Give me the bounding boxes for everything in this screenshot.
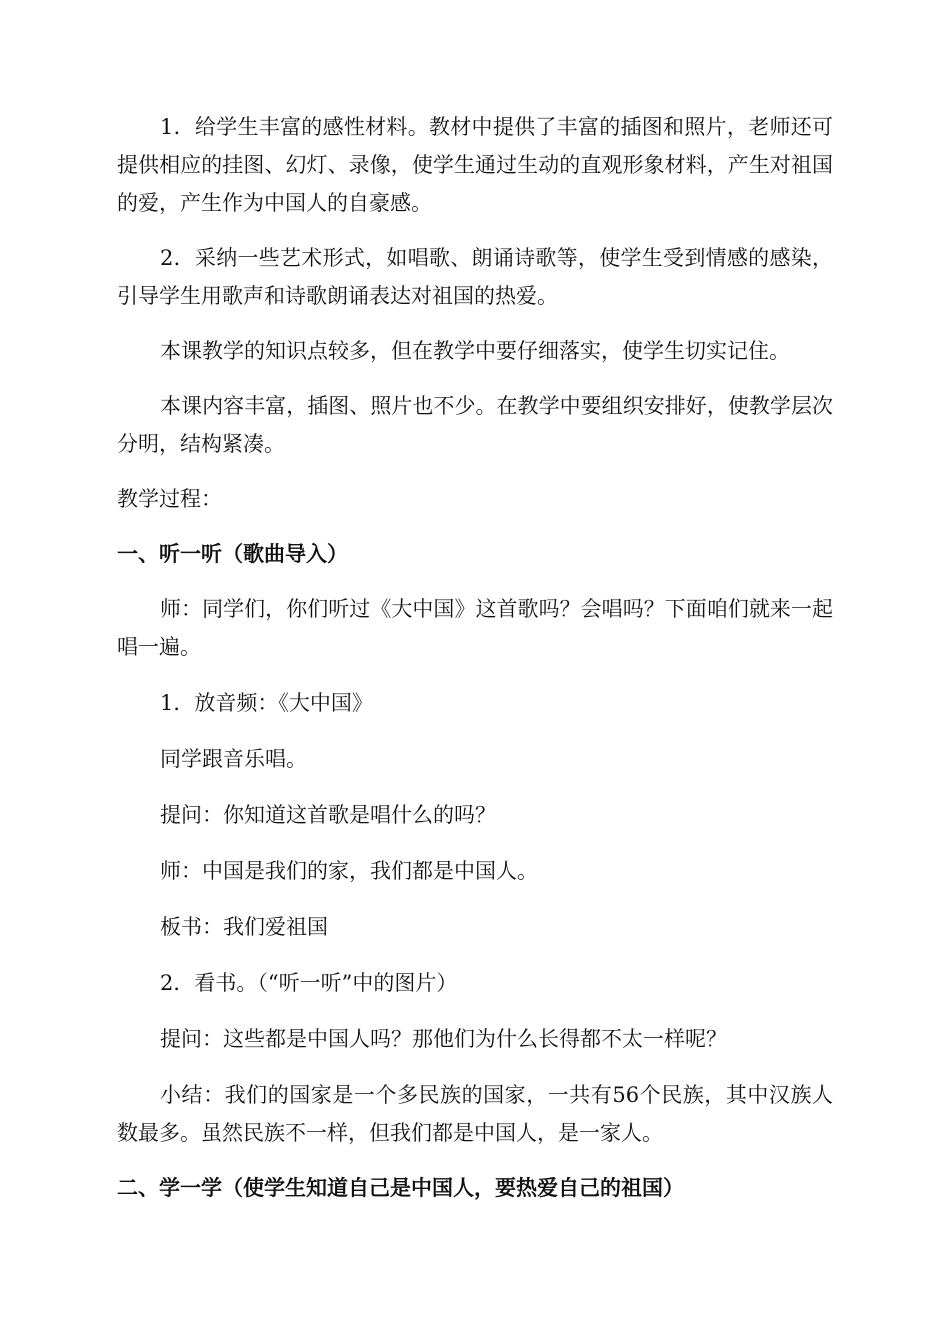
paragraph-sing-along: 同学跟音乐唱。 xyxy=(160,747,307,771)
paragraph-teacher-intro: 师：同学们，你们听过《大中国》这首歌吗？会唱吗？下面咱们就来一起唱一遍。 xyxy=(117,597,833,659)
paragraph-play-audio: 1．放音频：《大中国》 xyxy=(160,691,373,715)
paragraph-question-people: 提问：这些都是中国人吗？那他们为什么长得都不太一样呢？ xyxy=(160,1027,727,1051)
paragraph-teaching-tip-2: 2．采纳一些艺术形式，如唱歌、朗诵诗歌等，使学生受到情感的感染，引导学生用歌声和诗歌朗诵表达对祖国的热爱。 xyxy=(117,246,833,308)
paragraph-teaching-tip-1: 1．给学生丰富的感性材料。教材中提供了丰富的插图和照片，老师还可提供相应的挂图、幻灯、录像，使学生通过生动的直观形象材料，产生对祖国的爱，产生作为中国人的自豪感。 xyxy=(117,115,833,215)
section-heading-learn: 二、学一学（使学生知道自己是中国人，要热爱自己的祖国） xyxy=(117,1175,684,1200)
document-page xyxy=(117,108,833,1207)
teaching-process-heading: 教学过程： xyxy=(117,487,222,511)
paragraph-knowledge-points: 本课教学的知识点较多，但在教学中要仔细落实，使学生切实记住。 xyxy=(160,339,790,363)
paragraph-lesson-content: 本课内容丰富，插图、照片也不少。在教学中要组织安排好，使教学层次分明，结构紧凑。 xyxy=(117,394,833,456)
paragraph-blackboard: 板书：我们爱祖国 xyxy=(160,915,328,939)
paragraph-summary: 小结：我们的国家是一个多民族的国家，一共有56个民族，其中汉族人数最多。虽然民族不一样，但我们都是中国人，是一家人。 xyxy=(117,1083,833,1145)
section-heading-listen: 一、听一听（歌曲导入） xyxy=(117,541,348,566)
paragraph-teacher-home: 师：中国是我们的家，我们都是中国人。 xyxy=(160,859,538,883)
paragraph-question-song: 提问：你知道这首歌是唱什么的吗？ xyxy=(160,803,496,827)
paragraph-read-book: 2．看书。（“听一听”中的图片） xyxy=(160,971,458,995)
